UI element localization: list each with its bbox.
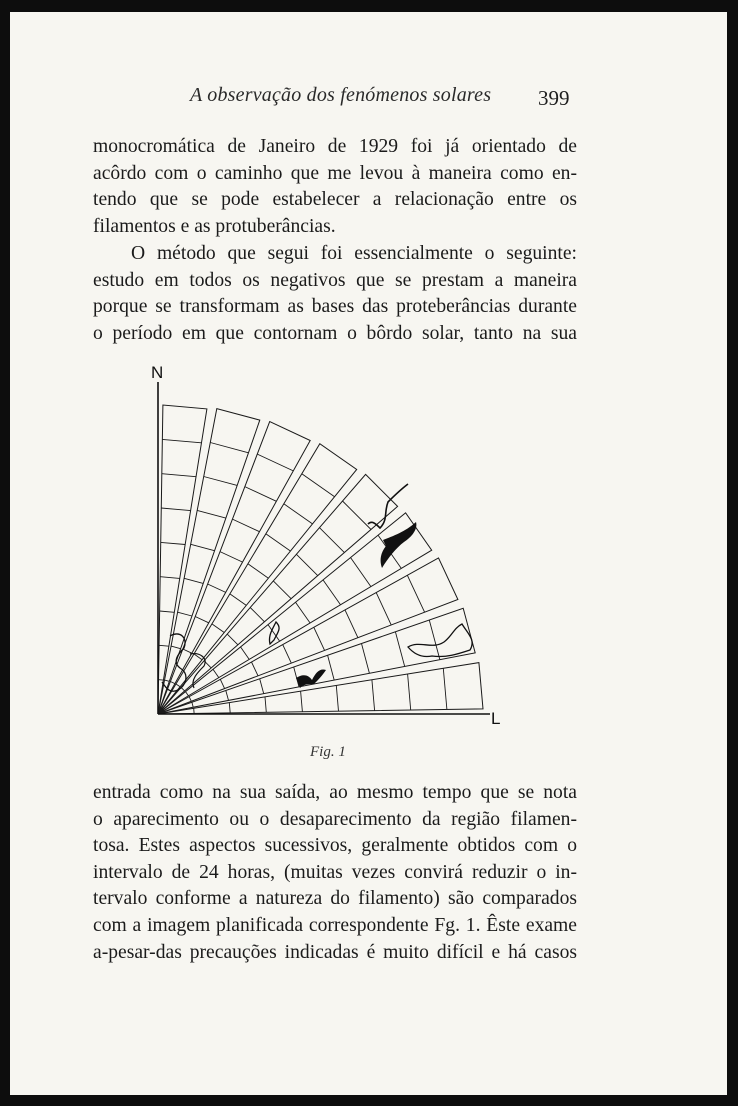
latitude-line: [395, 632, 404, 667]
latitude-line: [189, 697, 191, 702]
latitude-line: [176, 684, 180, 687]
paragraph-3: [93, 780, 577, 966]
latitude-line: [162, 439, 201, 442]
filament-right-outline: [408, 624, 472, 657]
text-line: com a imagem planificada correspondente Fg. 1. Êste exame: [93, 914, 577, 936]
latitude-line: [212, 624, 224, 633]
text-line: estudo em todos os negativos que se prestam a maneira: [93, 269, 577, 291]
sector-grid: [158, 405, 483, 714]
latitude-line: [241, 647, 250, 660]
latitude-line: [362, 644, 370, 674]
filament-upper-outline: [368, 484, 408, 528]
latitude-line: [284, 504, 313, 524]
latitude-line: [443, 668, 447, 709]
latitude-line: [161, 508, 190, 511]
latitude-line: [250, 608, 264, 622]
latitude-line: [343, 501, 372, 530]
running-title: A observação dos fenómenos solares: [190, 84, 492, 106]
latitude-line: [210, 443, 248, 453]
latitude-line: [328, 655, 335, 680]
latitude-line: [265, 697, 266, 712]
gore-strip: [158, 405, 207, 714]
latitude-line: [186, 692, 189, 696]
latitude-line: [345, 610, 358, 638]
latitude-line: [296, 602, 311, 623]
latitude-line: [266, 534, 291, 551]
latitude-line: [165, 680, 170, 681]
latitude-line: [407, 575, 424, 612]
latitude-line: [323, 580, 341, 605]
text-line: monocromática de Janeiro de 1929 foi já orientado de: [93, 136, 577, 157]
latitude-line: [204, 477, 238, 486]
latitude-line: [257, 454, 293, 471]
north-label: N: [151, 363, 164, 382]
planisphere-figure: [150, 362, 520, 762]
latitude-line: [208, 584, 226, 592]
latitude-line: [319, 528, 344, 553]
latitude-line: [226, 691, 229, 701]
latitude-line: [197, 510, 226, 518]
text-line: filamentos e as protuberâncias.: [93, 215, 336, 237]
latitude-line: [220, 679, 224, 688]
latitude-line: [230, 594, 246, 606]
latitude-line: [336, 685, 338, 711]
latitude-line: [213, 669, 219, 677]
text-line: tendo que se pode estabelecer a relacionação entre os: [93, 189, 577, 211]
running-head: [10, 84, 727, 114]
text-line: tosa. Estes aspectos sucessivos, geralmente obtidos com o: [93, 835, 577, 857]
latitude-line: [314, 627, 325, 650]
text-line: tervalo conforme a natureza do filamento) são comparados: [93, 888, 577, 910]
text-line: o período em que contornam o bôrdo solar, tanto na sua: [93, 322, 577, 344]
figure-caption: Fig. 1: [310, 744, 346, 760]
latitude-line: [260, 679, 264, 694]
text-line: O método que segui foi essencialmente o seguinte:: [131, 243, 577, 264]
latitude-line: [227, 634, 238, 645]
latitude-line: [184, 578, 203, 583]
gore-strip: [158, 422, 310, 714]
latitude-line: [296, 554, 317, 575]
gore-strip: [158, 558, 458, 714]
latitude-line: [183, 649, 192, 653]
latitude-line: [220, 552, 243, 563]
latitude-line: [232, 519, 259, 532]
latitude-line: [192, 702, 193, 707]
latitude-line: [429, 620, 440, 660]
latitude-line: [408, 674, 411, 710]
latitude-line: [372, 680, 375, 711]
gore-strip: [158, 409, 260, 714]
latitude-line: [171, 646, 181, 649]
page-number: 399: [538, 86, 570, 110]
latitude-line: [162, 474, 196, 477]
latitude-line: [160, 577, 180, 579]
latitude-line: [351, 558, 371, 587]
latitude-line: [302, 474, 335, 497]
latitude-line: [195, 617, 209, 623]
text-line: a-pesar-das precauções indicadas é muito difícil e há casos: [93, 941, 577, 963]
east-label: L: [491, 709, 501, 728]
latitude-line: [252, 662, 259, 676]
latitude-line: [161, 542, 186, 544]
latitude-line: [283, 645, 292, 664]
latitude-line: [160, 611, 175, 612]
latitude-line: [159, 645, 169, 646]
latitude-line: [170, 682, 175, 684]
text-line: porque se transformam as bases das proteberâncias durante: [93, 296, 577, 318]
paragraph-2: [93, 241, 577, 347]
latitude-line: [229, 703, 230, 713]
book-page: [10, 12, 727, 1095]
latitude-line: [376, 593, 391, 625]
text-line: entrada como na sua saída, ao mesmo tempo que se nota: [93, 782, 577, 803]
paragraph-1: [93, 134, 577, 240]
text-line: acôrdo com o caminho que me levou à maneira como en-: [93, 162, 577, 184]
text-line: o aparecimento ou o desaparecimento da região filamen-: [93, 808, 577, 830]
latitude-line: [178, 612, 192, 616]
latitude-line: [245, 487, 277, 502]
latitude-line: [248, 564, 269, 578]
text-line: intervalo de 24 horas, (muitas vezes convirá reduzir o in-: [93, 861, 577, 883]
latitude-line: [301, 691, 303, 712]
filament-lower-solid: [296, 669, 326, 688]
latitude-line: [273, 581, 291, 599]
latitude-line: [191, 544, 215, 550]
